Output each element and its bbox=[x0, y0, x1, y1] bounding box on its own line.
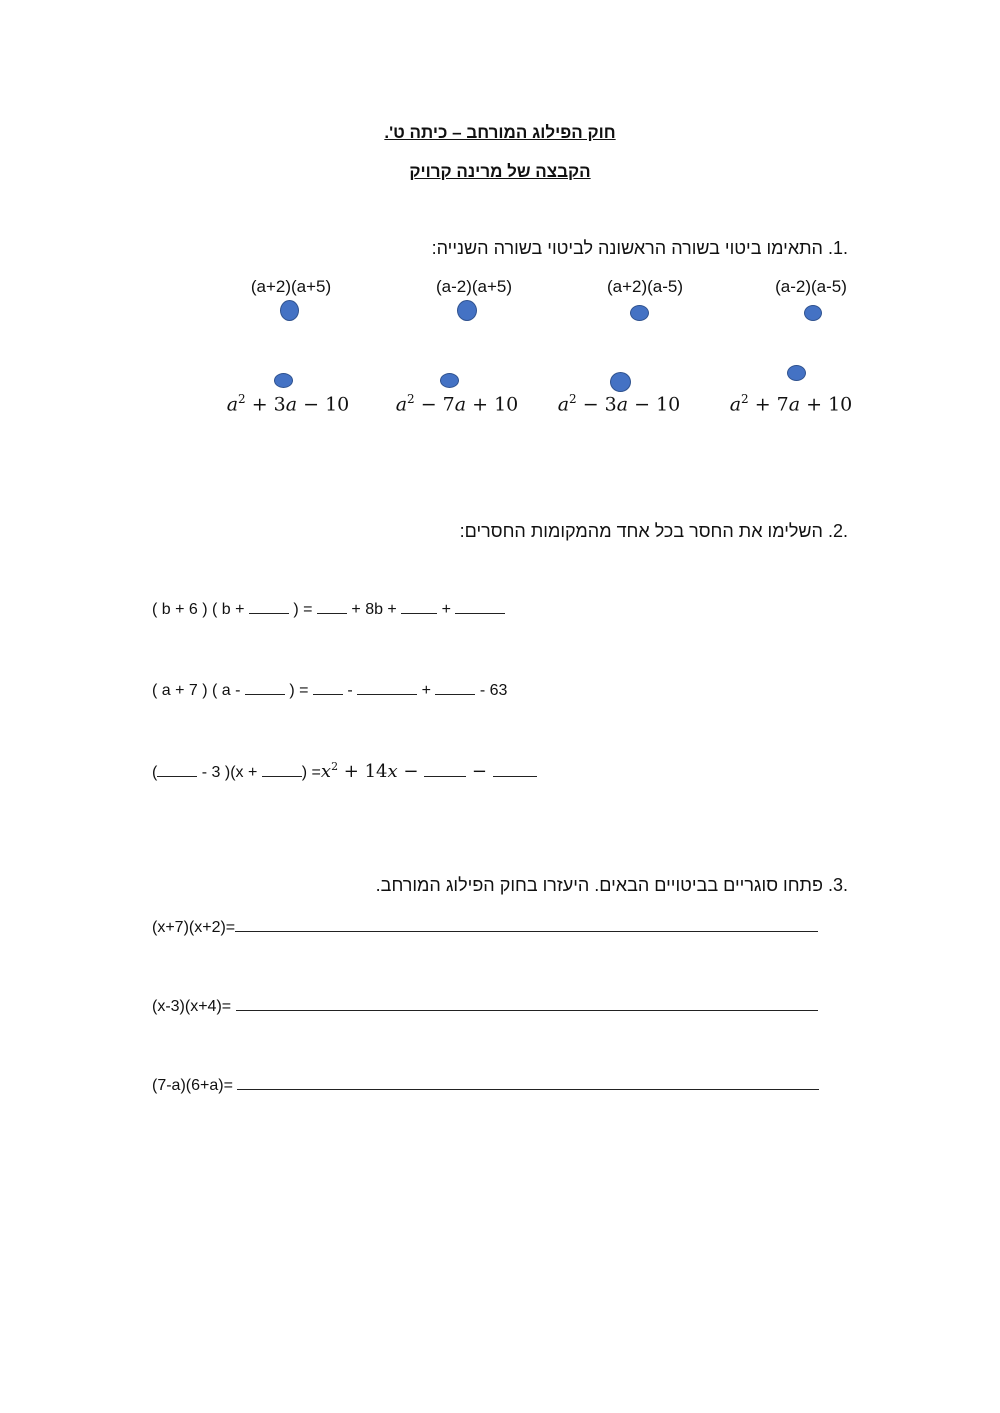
expand-line: (7-a)(6+a)= bbox=[152, 1074, 819, 1095]
match-dot-top[interactable] bbox=[804, 305, 822, 321]
match-dot-bottom[interactable] bbox=[610, 372, 631, 392]
blank-field[interactable] bbox=[245, 679, 285, 695]
match-dot-bottom[interactable] bbox=[274, 373, 293, 388]
bottom-expression: $a^2 + 7a + 10$ bbox=[729, 392, 853, 416]
blank-field[interactable] bbox=[157, 761, 197, 777]
fill-line-2: ( a + 7 ) ( a - ) = - + - 63 bbox=[152, 679, 507, 700]
match-dot-top[interactable] bbox=[630, 305, 649, 321]
match-dot-bottom[interactable] bbox=[787, 365, 806, 381]
blank-field[interactable] bbox=[262, 761, 302, 777]
blank-field[interactable] bbox=[493, 761, 537, 777]
question-3-text: .3. פתחו סוגריים בביטויים הבאים. היעזרו בחוק הפילוג המורחב. bbox=[375, 875, 848, 895]
fill-line-3: ( - 3 )(x + ) $=x^2 + 14x$ − − bbox=[152, 760, 537, 782]
blank-field[interactable] bbox=[455, 598, 505, 614]
blank-field[interactable] bbox=[249, 598, 289, 614]
bottom-expression: $a^2 - 3a - 10$ bbox=[557, 392, 681, 416]
top-expression: (a+2)(a-5) bbox=[606, 277, 684, 296]
bottom-expression: $a^2 + 3a - 10$ bbox=[226, 392, 350, 416]
fill-line-1: ( b + 6 ) ( b + ) = + 8b + + bbox=[152, 598, 505, 619]
blank-field[interactable] bbox=[317, 598, 347, 614]
blank-field[interactable] bbox=[357, 679, 417, 695]
blank-field[interactable] bbox=[435, 679, 475, 695]
expand-line: (x+7)(x+2)= bbox=[152, 916, 818, 937]
match-dot-bottom[interactable] bbox=[440, 373, 459, 388]
bottom-expression: $a^2 - 7a + 10$ bbox=[395, 392, 519, 416]
expand-line: (x-3)(x+4)= bbox=[152, 995, 818, 1016]
answer-field[interactable] bbox=[235, 916, 818, 932]
page-title: חוק הפילוג המורחב – כיתה ט'. bbox=[384, 123, 616, 142]
top-expression: (a+2)(a+5) bbox=[250, 277, 332, 296]
blank-field[interactable] bbox=[424, 761, 466, 777]
blank-field[interactable] bbox=[401, 598, 437, 614]
match-dot-top[interactable] bbox=[457, 300, 477, 321]
question-2-text: .2. השלימו את החסר בכל אחד מהמקומות החסרים: bbox=[459, 521, 848, 541]
blank-field[interactable] bbox=[313, 679, 343, 695]
question-1-text: .1. התאימו ביטוי בשורה הראשונה לביטוי בשורה השנייה: bbox=[431, 238, 848, 258]
answer-field[interactable] bbox=[237, 1074, 819, 1090]
page-subtitle: הקבצה של מרינה קרויק bbox=[409, 162, 591, 181]
top-expression: (a-2)(a-5) bbox=[775, 277, 847, 296]
answer-field[interactable] bbox=[236, 995, 818, 1011]
match-dot-top[interactable] bbox=[280, 300, 299, 321]
top-expression: (a-2)(a+5) bbox=[435, 277, 513, 296]
